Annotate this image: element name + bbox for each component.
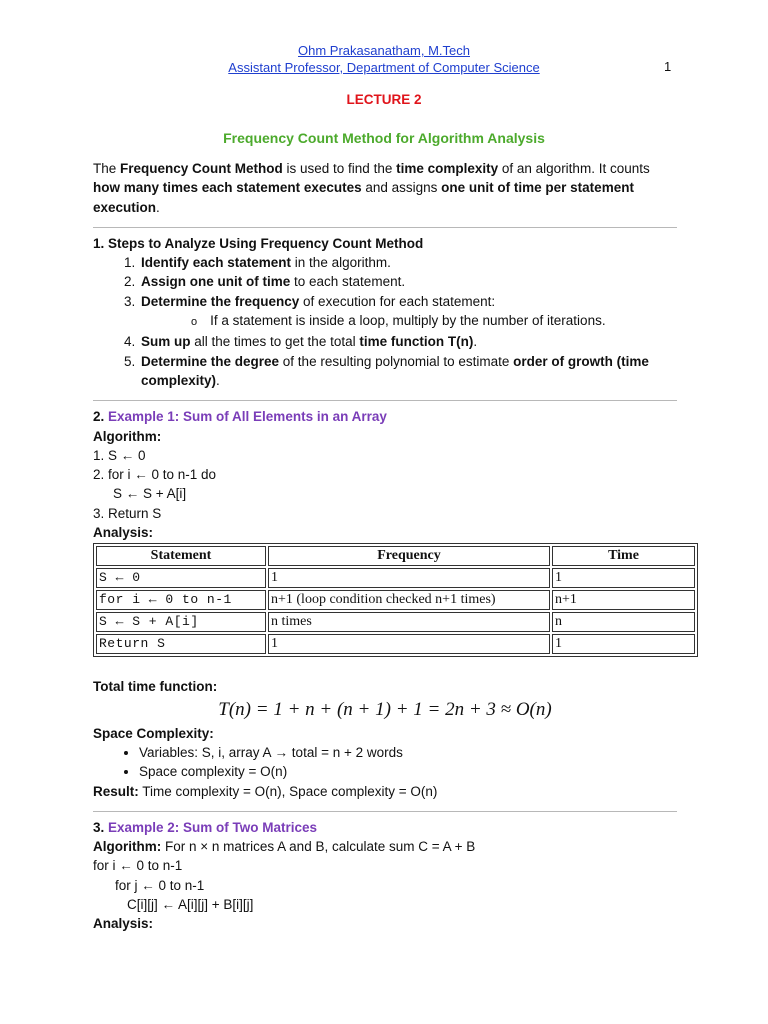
step-item: 2. Assign one unit of time to each statement. bbox=[139, 272, 677, 291]
step-item: 4. Sum up all the times to get the total time function T(n). bbox=[139, 332, 677, 351]
section-divider bbox=[93, 400, 677, 401]
example1-analysis-label: Analysis: bbox=[93, 525, 154, 541]
list-item: • Space complexity = O(n) bbox=[139, 762, 677, 781]
table-header: Statement bbox=[96, 546, 266, 566]
page-header bbox=[0, 42, 768, 76]
space-list bbox=[93, 743, 677, 782]
algo-line: 2. for i ← 0 to n-1 do bbox=[93, 467, 217, 483]
table-cell: n bbox=[552, 612, 695, 632]
table-row bbox=[96, 634, 695, 654]
table-cell: n times bbox=[268, 612, 550, 632]
affiliation-link[interactable]: Assistant Professor, Department of Computer Science bbox=[228, 60, 540, 75]
steps-list bbox=[93, 253, 677, 390]
table-cell: n+1 (loop condition checked n+1 times) bbox=[268, 590, 550, 610]
step-item: 1. Identify each statement in the algorithm. bbox=[139, 253, 677, 272]
example1-algorithm-label: Algorithm: bbox=[93, 428, 162, 444]
lecture-title: LECTURE 2 bbox=[346, 92, 422, 107]
table-cell: n+1 bbox=[552, 590, 695, 610]
algo-line: for j ← 0 to n-1 bbox=[115, 877, 205, 893]
table-cell: S ← 0 bbox=[96, 568, 266, 588]
step-item: 3. Determine the frequency of execution for each statement: o If a statement is inside a loop, multiply by the number of iterations. bbox=[139, 292, 677, 333]
example2-heading: 3. Example 2: Sum of Two Matrices bbox=[93, 819, 318, 835]
algo-line: S ← S + A[i] bbox=[113, 486, 187, 502]
table-cell: 1 bbox=[552, 634, 695, 654]
table-cell: 1 bbox=[552, 568, 695, 588]
table-row bbox=[96, 612, 695, 632]
table-cell: for i ← 0 to n-1 bbox=[96, 590, 266, 610]
algo-line: 1. S ← 0 bbox=[93, 447, 146, 463]
table-cell: 1 bbox=[268, 634, 550, 654]
table-header-row bbox=[96, 546, 695, 566]
steps-heading: 1. Steps to Analyze Using Frequency Count Method bbox=[93, 235, 424, 251]
list-item: • Variables: S, i, array A → total = n + 2 words bbox=[139, 743, 677, 762]
table-cell: Return S bbox=[96, 634, 266, 654]
table-header: Frequency bbox=[268, 546, 550, 566]
table-header: Time bbox=[552, 546, 695, 566]
table-cell: S ← S + A[i] bbox=[96, 612, 266, 632]
total-time-label: Total time function: bbox=[93, 679, 218, 695]
intro-paragraph: The Frequency Count Method is used to find the time complexity of an algorithm. It counts how many times each statement executes and assigns one unit of time per statement execution. bbox=[93, 161, 650, 215]
main-content bbox=[93, 159, 677, 934]
table-row bbox=[96, 568, 695, 588]
result-line: Result: Time complexity = O(n), Space complexity = O(n) bbox=[93, 783, 438, 799]
step-subitem: o If a statement is inside a loop, multiply by the number of iterations. bbox=[211, 311, 677, 332]
step-item: 5. Determine the degree of the resulting polynomial to estimate order of growth (time complexity). bbox=[139, 352, 677, 391]
table-cell: 1 bbox=[268, 568, 550, 588]
algo-line: 3. Return S bbox=[93, 505, 162, 521]
frequency-table bbox=[93, 543, 698, 657]
author-link[interactable]: Ohm Prakasanatham, M.Tech bbox=[298, 43, 470, 58]
algo-line: C[i][j] ← A[i][j] + B[i][j] bbox=[127, 897, 254, 913]
algo-line: for i ← 0 to n-1 bbox=[93, 858, 183, 874]
table-row bbox=[96, 590, 695, 610]
step-sublist bbox=[141, 311, 677, 332]
section-divider bbox=[93, 227, 677, 228]
example2-analysis-label: Analysis: bbox=[93, 916, 154, 932]
page-number: 1 bbox=[664, 59, 672, 74]
example1-heading: 2. Example 1: Sum of All Elements in an Array bbox=[93, 409, 387, 425]
space-complexity-label: Space Complexity: bbox=[93, 725, 214, 741]
time-formula: T(n) = 1 + n + (n + 1) + 1 = 2n + 3 ≈ O(n) bbox=[218, 698, 552, 720]
section-divider bbox=[93, 811, 677, 812]
example2-algorithm: Algorithm: For n × n matrices A and B, calculate sum C = A + B bbox=[93, 839, 476, 855]
document-subtitle: Frequency Count Method for Algorithm Analysis bbox=[223, 130, 545, 146]
